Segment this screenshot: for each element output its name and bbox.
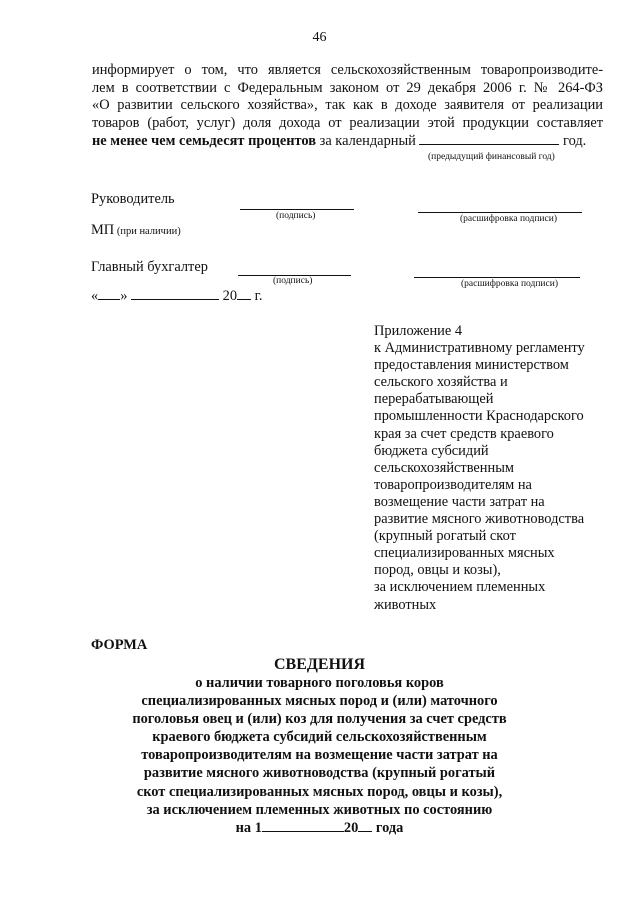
calendar-text: за календарный (316, 132, 420, 149)
year-blank (419, 144, 559, 145)
form-year-digits-blank (358, 831, 372, 832)
form-title-line: специализированных мясных пород и (или) маточного (141, 693, 498, 710)
appendix-line: пород, овцы и козы), (374, 562, 501, 579)
date-close-quote: » (120, 288, 128, 304)
appendix-block (374, 323, 614, 614)
paragraph-line-last (92, 133, 603, 151)
appendix-line: сельскохозяйственным (374, 459, 514, 476)
signature-date (91, 288, 263, 305)
form-title (0, 674, 639, 837)
head-decode-hint: (расшифровка подписи) (460, 214, 557, 224)
appendix-line: за исключением племенных (374, 579, 546, 596)
appendix-line: специализированных мясных (374, 545, 555, 562)
appendix-line: (крупный рогатый скот (374, 528, 516, 545)
seventy-percent-phrase: не менее чем семьдесят процентов (92, 132, 317, 149)
appendix-line: возмещение части затрат на (374, 493, 545, 510)
appendix-line: Приложение 4 (374, 323, 463, 339)
form-title-line: за исключением племенных животных по состоянию (146, 801, 493, 818)
form-date-year: 20 (343, 819, 359, 836)
date-year: 20 (222, 288, 238, 304)
paragraph-line: лем в соответствии с Федеральным законом от 29 декабря 2006 г. № 264-ФЗ (92, 79, 603, 96)
head-signature-hint: (подпись) (276, 211, 316, 221)
form-heading: СВЕДЕНИЯ (273, 656, 366, 673)
paragraph-line: информирует о том, что является сельскохозяйственным товаропроизводите- (92, 62, 603, 78)
form-title-line: о наличии товарного поголовья коров (195, 675, 444, 691)
mp-note: (при наличии) (114, 226, 181, 237)
paragraph-line: «О развитии сельского хозяйства», так как в доходе заявителя от реализации (92, 97, 603, 114)
appendix-line: предоставления министерством (374, 357, 569, 374)
accountant-decode-hint: (расшифровка подписи) (461, 279, 558, 289)
year-suffix: год. (559, 132, 587, 149)
form-title-line: развитие мясного животноводства (крупный рогатый (143, 765, 496, 782)
appendix-line: к Административному регламенту (374, 340, 585, 357)
appendix-line: бюджета субсидий (374, 442, 489, 459)
form-title-line: поголовья овец и (или) коз для получения за счет средств (132, 711, 507, 728)
appendix-line: развитие мясного животноводства (374, 511, 585, 528)
appendix-line: промышленности Краснодарского (374, 408, 584, 425)
appendix-line: товаропроизводителям на (374, 476, 532, 493)
form-title-line: товаропроизводителям на возмещение части затрат на (141, 747, 498, 764)
mp-text: МП (91, 222, 115, 238)
form-title-line: скот специализированных мясных пород, овцы и козы), (136, 783, 503, 800)
head-decode-line (418, 212, 582, 213)
day-blank (98, 299, 120, 300)
year-digits-blank (237, 299, 251, 300)
form-date-prefix: на 1 (235, 819, 262, 836)
form-date-line (0, 819, 639, 837)
form-title-line: краевого бюджета субсидий сельскохозяйственным (152, 729, 487, 746)
paragraph-line: товаров (работ, услуг) доля дохода от реализации этой продукции составляет (92, 115, 603, 132)
form-date-suffix: года (372, 819, 404, 836)
head-signature-line (240, 209, 354, 210)
certification-paragraph (92, 62, 603, 150)
page-number: 46 (312, 30, 327, 45)
year-hint: (предыдущий финансовый год) (428, 152, 555, 162)
form-month-blank (262, 831, 344, 832)
accountant-decode-line (414, 277, 580, 278)
appendix-line: животных (374, 596, 437, 613)
accountant-label: Главный бухгалтер (91, 259, 208, 275)
appendix-line: края за счет средств краевого (374, 425, 554, 442)
date-open-quote: « (91, 288, 99, 304)
appendix-line: сельского хозяйства и (374, 374, 508, 391)
date-year-suffix: г. (251, 288, 263, 304)
mp-label (91, 222, 181, 239)
month-blank (131, 299, 219, 300)
form-label: ФОРМА (91, 637, 148, 653)
accountant-signature-hint: (подпись) (273, 276, 313, 286)
head-label: Руководитель (91, 191, 175, 207)
appendix-line: перерабатывающей (374, 391, 494, 408)
